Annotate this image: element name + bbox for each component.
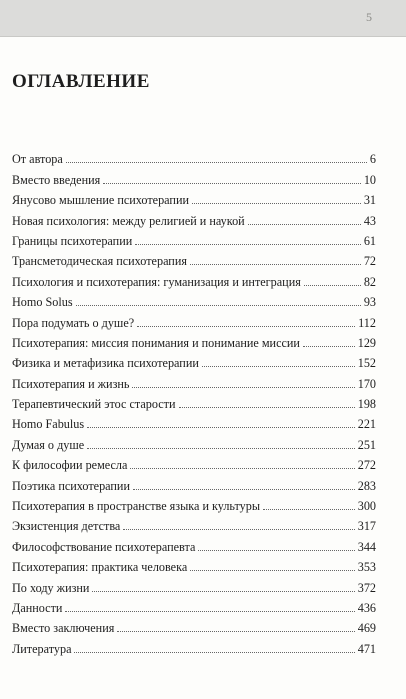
toc-entry — [12, 207, 376, 227]
toc-entry-title: Вместо заключения — [12, 621, 115, 636]
toc-entry — [12, 472, 376, 492]
toc-entry — [12, 370, 376, 390]
toc-entry-page-number: 6 — [369, 152, 376, 167]
toc-entry-page-number: 129 — [357, 335, 376, 350]
toc-entry — [12, 452, 376, 472]
toc-entry-title: Физика и метафизика психотерапии — [12, 356, 199, 371]
toc-entry — [12, 493, 376, 513]
dot-leader — [117, 631, 354, 632]
dot-leader — [76, 305, 361, 306]
dot-leader — [123, 529, 354, 530]
toc-entry-title: Терапевтический этос старости — [12, 397, 176, 412]
toc-entry — [12, 635, 376, 655]
dot-leader — [103, 183, 361, 184]
toc-entry-title: Литература — [12, 641, 72, 656]
toc-entry-page-number: 317 — [357, 519, 376, 534]
toc-entry — [12, 615, 376, 635]
dot-leader — [179, 407, 355, 408]
toc-entry-page-number: 31 — [363, 193, 376, 208]
toc-entry — [12, 187, 376, 207]
toc-entry-page-number: 152 — [357, 356, 376, 371]
toc-entry-page-number: 283 — [357, 478, 376, 493]
toc-entry-title: Вместо введения — [12, 172, 101, 187]
dot-leader — [248, 224, 361, 225]
toc-entry-title: Философствование психотерапевта — [12, 539, 196, 554]
dot-leader — [137, 326, 355, 327]
toc-entry-title: Янусово мышление психотерапии — [12, 193, 189, 208]
toc-entry-title: Психотерапия: практика человека — [12, 560, 188, 575]
toc-entry — [12, 391, 376, 411]
toc-entry — [12, 595, 376, 615]
toc-entry-page-number: 72 — [363, 254, 376, 269]
toc-entry — [12, 268, 376, 288]
dot-leader — [263, 509, 355, 510]
toc-entry-title: Поэтика психотерапии — [12, 478, 130, 493]
toc-entry-page-number: 372 — [357, 580, 376, 595]
toc-entry — [12, 431, 376, 451]
toc-entry-page-number: 82 — [363, 274, 376, 289]
dot-leader — [130, 468, 354, 469]
toc-entry-title: По ходу жизни — [12, 580, 90, 595]
toc-entry-page-number: 469 — [357, 621, 376, 636]
toc-entry — [12, 411, 376, 431]
dot-leader — [135, 244, 361, 245]
toc-entry — [12, 248, 376, 268]
toc-entry — [12, 228, 376, 248]
toc-entry-page-number: 344 — [357, 539, 376, 554]
toc-entry-title: Трансметодическая психотерапия — [12, 254, 187, 269]
toc-entry — [12, 554, 376, 574]
dot-leader — [132, 387, 354, 388]
dot-leader — [303, 346, 355, 347]
toc-entry-title: Психотерапия в пространстве языка и культуры — [12, 499, 261, 514]
toc-entry-page-number: 471 — [357, 641, 376, 656]
dot-leader — [65, 611, 354, 612]
toc-entry-title: Пора подумать о душе? — [12, 315, 135, 330]
toc-entry — [12, 350, 376, 370]
dot-leader — [133, 489, 355, 490]
toc-entry-page-number: 10 — [363, 172, 376, 187]
toc-entry — [12, 330, 376, 350]
toc-entry-page-number: 112 — [358, 315, 376, 330]
toc-entry-title: Новая психология: между религией и наукой — [12, 213, 245, 228]
dot-leader — [87, 427, 355, 428]
page-title: ОГЛАВЛЕНИЕ — [12, 70, 150, 92]
toc-entry — [12, 513, 376, 533]
toc-entry — [12, 309, 376, 329]
toc-entry-title: Данности — [12, 600, 63, 615]
toc-entry-title: Психотерапия: миссия понимания и понимание миссии — [12, 335, 300, 350]
dot-leader — [190, 570, 354, 571]
toc-entry — [12, 574, 376, 594]
dot-leader — [304, 285, 361, 286]
toc-entry-title: Homo Fabulus — [12, 417, 85, 432]
toc-entry-page-number: 353 — [357, 560, 376, 575]
toc-entry-title: Границы психотерапии — [12, 233, 133, 248]
page-number: 5 — [366, 10, 372, 24]
toc-entry-page-number: 61 — [363, 233, 376, 248]
toc-entry-title: Homo Solus — [12, 295, 73, 310]
toc-entry-title: Думая о душе — [12, 437, 85, 452]
dot-leader — [190, 264, 361, 265]
toc-entry-page-number: 221 — [357, 417, 376, 432]
toc-entry-title: Экзистенция детства — [12, 519, 121, 534]
toc-entry-page-number: 43 — [363, 213, 376, 228]
toc-entry-page-number: 272 — [357, 458, 376, 473]
page-header-strip — [0, 0, 406, 37]
dot-leader — [198, 550, 354, 551]
toc-entry-title: Психотерапия и жизнь — [12, 376, 130, 391]
dot-leader — [192, 203, 361, 204]
toc-entry — [12, 533, 376, 553]
toc-entry-page-number: 436 — [357, 600, 376, 615]
toc-entry-page-number: 300 — [357, 499, 376, 514]
dot-leader — [87, 448, 355, 449]
toc-entry-page-number: 170 — [357, 376, 376, 391]
dot-leader — [74, 652, 354, 653]
toc-entry-page-number: 251 — [357, 437, 376, 452]
dot-leader — [92, 591, 354, 592]
table-of-contents — [12, 146, 376, 656]
toc-entry-page-number: 198 — [357, 397, 376, 412]
toc-entry-title: Психология и психотерапия: гуманизация и интеграция — [12, 274, 301, 289]
toc-entry — [12, 166, 376, 186]
toc-entry — [12, 146, 376, 166]
dot-leader — [202, 366, 355, 367]
toc-entry-title: К философии ремесла — [12, 458, 128, 473]
toc-entry — [12, 289, 376, 309]
toc-entry-page-number: 93 — [363, 295, 376, 310]
dot-leader — [66, 162, 367, 163]
toc-entry-title: От автора — [12, 152, 63, 167]
